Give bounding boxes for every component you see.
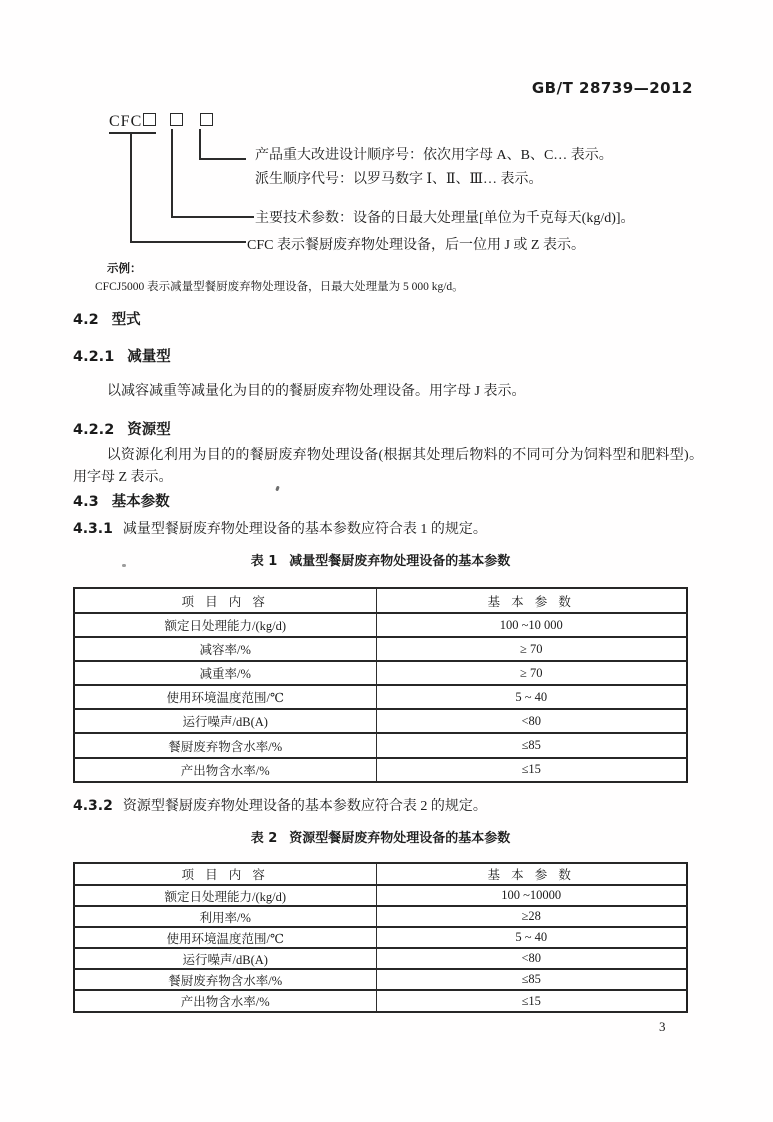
example-text: CFCJ5000 表示减量型餐厨废弃物处理设备，日最大处理量为 5 000 kg/d。 bbox=[95, 281, 464, 293]
callout-derived-sequence: 派生顺序代号：以罗马数字 Ⅰ、Ⅱ、Ⅲ… 表示。 bbox=[255, 172, 543, 187]
table-row bbox=[74, 733, 687, 757]
table-2-caption bbox=[73, 827, 688, 846]
table-row bbox=[74, 885, 687, 906]
table-caption-text: 减量型餐厨废弃物处理设备的基本参数 bbox=[289, 554, 511, 569]
section-heading-4-2-1 bbox=[73, 345, 171, 366]
page-number: 3 bbox=[659, 1019, 666, 1034]
designation-box-2 bbox=[170, 113, 183, 126]
clause-4-3-1 bbox=[73, 518, 487, 538]
item-cell: 运行噪声/dB(A) bbox=[74, 948, 376, 969]
section-title: 型式 bbox=[111, 312, 141, 328]
section-title: 资源型 bbox=[127, 422, 171, 438]
item-cell: 产出物含水率/% bbox=[74, 758, 376, 782]
clause-4-3-2 bbox=[73, 795, 487, 815]
section-heading-4-3 bbox=[73, 490, 170, 511]
table-row bbox=[74, 685, 687, 709]
table-header-row bbox=[74, 863, 687, 885]
item-cell: 减容率/% bbox=[74, 637, 376, 661]
clause-text: 资源型餐厨废弃物处理设备的基本参数应符合表 2 的规定。 bbox=[122, 799, 487, 814]
clause-number: 4.3.1 bbox=[73, 521, 113, 537]
callout-box3 bbox=[255, 144, 613, 192]
connector-line-box2-vertical bbox=[171, 129, 173, 218]
table-row bbox=[74, 906, 687, 927]
value-cell: 5 ~ 40 bbox=[376, 927, 687, 948]
column-header-value: 基 本 参 数 bbox=[376, 588, 687, 613]
clause-number: 4.3.2 bbox=[73, 798, 113, 814]
section-heading-4-2-2 bbox=[73, 418, 171, 439]
table-row bbox=[74, 990, 687, 1011]
section-title: 基本参数 bbox=[111, 494, 170, 510]
column-header-item: 项 目 内 容 bbox=[74, 588, 376, 613]
table-header-row bbox=[74, 588, 687, 613]
designation-box-3 bbox=[200, 113, 213, 126]
item-cell: 额定日处理能力/(kg/d) bbox=[74, 885, 376, 906]
item-cell: 餐厨废弃物含水率/% bbox=[74, 733, 376, 757]
table-row bbox=[74, 637, 687, 661]
value-cell: <80 bbox=[376, 709, 687, 733]
table-row bbox=[74, 969, 687, 990]
section-title: 减量型 bbox=[127, 349, 171, 365]
table-caption-label: 表 1 bbox=[250, 554, 278, 569]
callout-main-parameter: 主要技术参数：设备的日最大处理量[单位为千克每天(kg/d)]。 bbox=[255, 211, 635, 226]
table-row bbox=[74, 661, 687, 685]
table-row bbox=[74, 613, 687, 637]
value-cell: ≥ 70 bbox=[376, 637, 687, 661]
table-caption-text: 资源型餐厨废弃物处理设备的基本参数 bbox=[289, 831, 511, 846]
table-row bbox=[74, 927, 687, 948]
value-cell: 100 ~10000 bbox=[376, 885, 687, 906]
table-2 bbox=[73, 862, 688, 1013]
connector-line-box3-horizontal bbox=[199, 158, 246, 160]
table-row bbox=[74, 758, 687, 782]
item-cell: 使用环境温度范围/℃ bbox=[74, 685, 376, 709]
section-number: 4.3 bbox=[73, 494, 99, 510]
table-row bbox=[74, 948, 687, 969]
doc-number: GB/T 28739—2012 bbox=[531, 79, 693, 97]
value-cell: ≤15 bbox=[376, 758, 687, 782]
designation-code-line bbox=[109, 113, 213, 134]
callout-major-improvement: 产品重大改进设计顺序号：依次用字母 A、B、C… 表示。 bbox=[255, 148, 613, 163]
table-caption-label: 表 2 bbox=[250, 831, 278, 846]
code-prefix: CFC bbox=[109, 113, 143, 130]
value-cell: <80 bbox=[376, 948, 687, 969]
connector-line-box3-vertical bbox=[199, 129, 201, 160]
item-cell: 减重率/% bbox=[74, 661, 376, 685]
scan-artifact bbox=[275, 486, 280, 492]
code-underline-group bbox=[109, 113, 156, 134]
table-1-caption bbox=[73, 550, 688, 569]
paragraph-4-2-1: 以减容减重等减量化为目的的餐厨废弃物处理设备。用字母 J 表示。 bbox=[107, 384, 526, 399]
example-label: 示例： bbox=[107, 261, 142, 275]
callout-cfc-meaning: CFC 表示餐厨废弃物处理设备，后一位用 J 或 Z 表示。 bbox=[247, 238, 585, 253]
item-cell: 产出物含水率/% bbox=[74, 990, 376, 1011]
value-cell: 5 ~ 40 bbox=[376, 685, 687, 709]
table-row bbox=[74, 709, 687, 733]
value-cell: ≤85 bbox=[376, 733, 687, 757]
section-number: 4.2.2 bbox=[73, 422, 115, 438]
item-cell: 使用环境温度范围/℃ bbox=[74, 927, 376, 948]
value-cell: ≤85 bbox=[376, 969, 687, 990]
connector-line-cfc-horizontal bbox=[130, 241, 246, 243]
designation-box-1 bbox=[143, 113, 156, 126]
value-cell: 100 ~10 000 bbox=[376, 613, 687, 637]
column-header-value: 基 本 参 数 bbox=[376, 863, 687, 885]
item-cell: 利用率/% bbox=[74, 906, 376, 927]
column-header-item: 项 目 内 容 bbox=[74, 863, 376, 885]
item-cell: 餐厨废弃物含水率/% bbox=[74, 969, 376, 990]
section-number: 4.2 bbox=[73, 312, 99, 328]
scan-artifact bbox=[122, 564, 126, 567]
connector-line-box2-horizontal bbox=[171, 216, 254, 218]
item-cell: 运行噪声/dB(A) bbox=[74, 709, 376, 733]
item-cell: 额定日处理能力/(kg/d) bbox=[74, 613, 376, 637]
value-cell: ≥ 70 bbox=[376, 661, 687, 685]
paragraph-4-2-2: 以资源化利用为目的的餐厨废弃物处理设备(根据其处理后物料的不同可分为饲料型和肥料型)。用字母 Z 表示。 bbox=[73, 448, 703, 485]
connector-line-cfc-vertical bbox=[130, 133, 132, 243]
value-cell: ≤15 bbox=[376, 990, 687, 1011]
clause-text: 减量型餐厨废弃物处理设备的基本参数应符合表 1 的规定。 bbox=[122, 522, 487, 537]
section-number: 4.2.1 bbox=[73, 349, 115, 365]
value-cell: ≥28 bbox=[376, 906, 687, 927]
table-1 bbox=[73, 587, 688, 783]
section-heading-4-2 bbox=[73, 308, 141, 329]
